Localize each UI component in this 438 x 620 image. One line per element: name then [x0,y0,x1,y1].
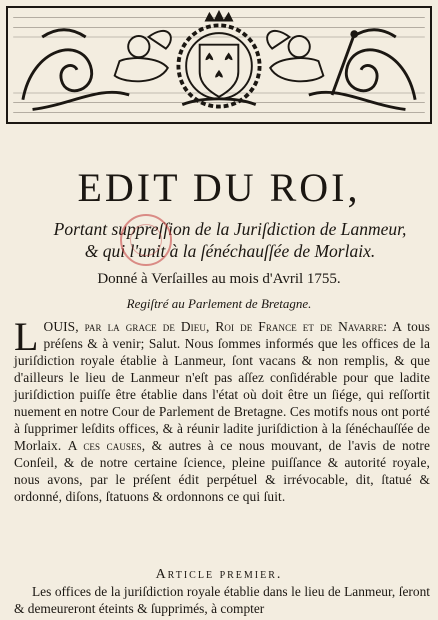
drop-cap: L [14,314,39,359]
causes-text: , & autres à ce nous mouvant, de l'avis de notre Conſeil, & de notre certaine ſcience, pleine puiſſance & autorité royale, nous avons, par le préſent édit perpétuel & irrévocable, dit, ſtatué & ordonné, diſons, ſtatuons & ordonnons ce qui ſuit. [14,438,431,504]
royal-arms-vignette-icon [8,8,430,122]
registration-line: Regiſtré au Parlement de Bretagne. [126,296,312,311]
edict-subtitle [30,218,430,262]
preamble-paragraph [14,314,431,505]
article-text: Les offices de la juriſdiction royale établie dans le lieu de Lanmeur, ſeront & demeureront éteints & ſupprimés, à compter [14,584,430,616]
subtitle-line-2: & qui l'unit à la ſénéchauſſée de Morlaix. [84,241,376,261]
given-at-line: Donné à Verſailles au mois d'Avril 1755. [97,271,341,287]
subtitle-line-1: Portant suppreſſion de la Juriſdiction de Lanmeur, [53,219,407,239]
library-stamp-icon [120,214,172,266]
article-heading: Article premier. [155,567,283,582]
ornamental-headpiece [6,6,432,124]
edict-title: EDIT DU ROI, [77,165,361,210]
preamble-text: : A tous préſens & à venir; Salut. Nous ſommes informés que les offices de la juriſdiction royale établie à Lanmeur, ſont vacans & non remplis, & que d'ailleurs le lieu de Lanmeur n'eſt pas aſſez conſidérable pour que ladite juriſdiction puiſſe être établie dans l'état où doit être un ſiége, qui reſſortit nuement en notre Cour de Parlement de Bretagne. Ces motifs nous ont porté à ſupprimer leſdits offices, & à réunir ladite juriſdiction à la ſénéchauſſée de Morlaix. [14,319,431,453]
causes-phrase: A ces causes [67,438,142,453]
royal-title: OUIS, par la grace de Dieu, Roi de France et de Navarre [43,319,384,334]
